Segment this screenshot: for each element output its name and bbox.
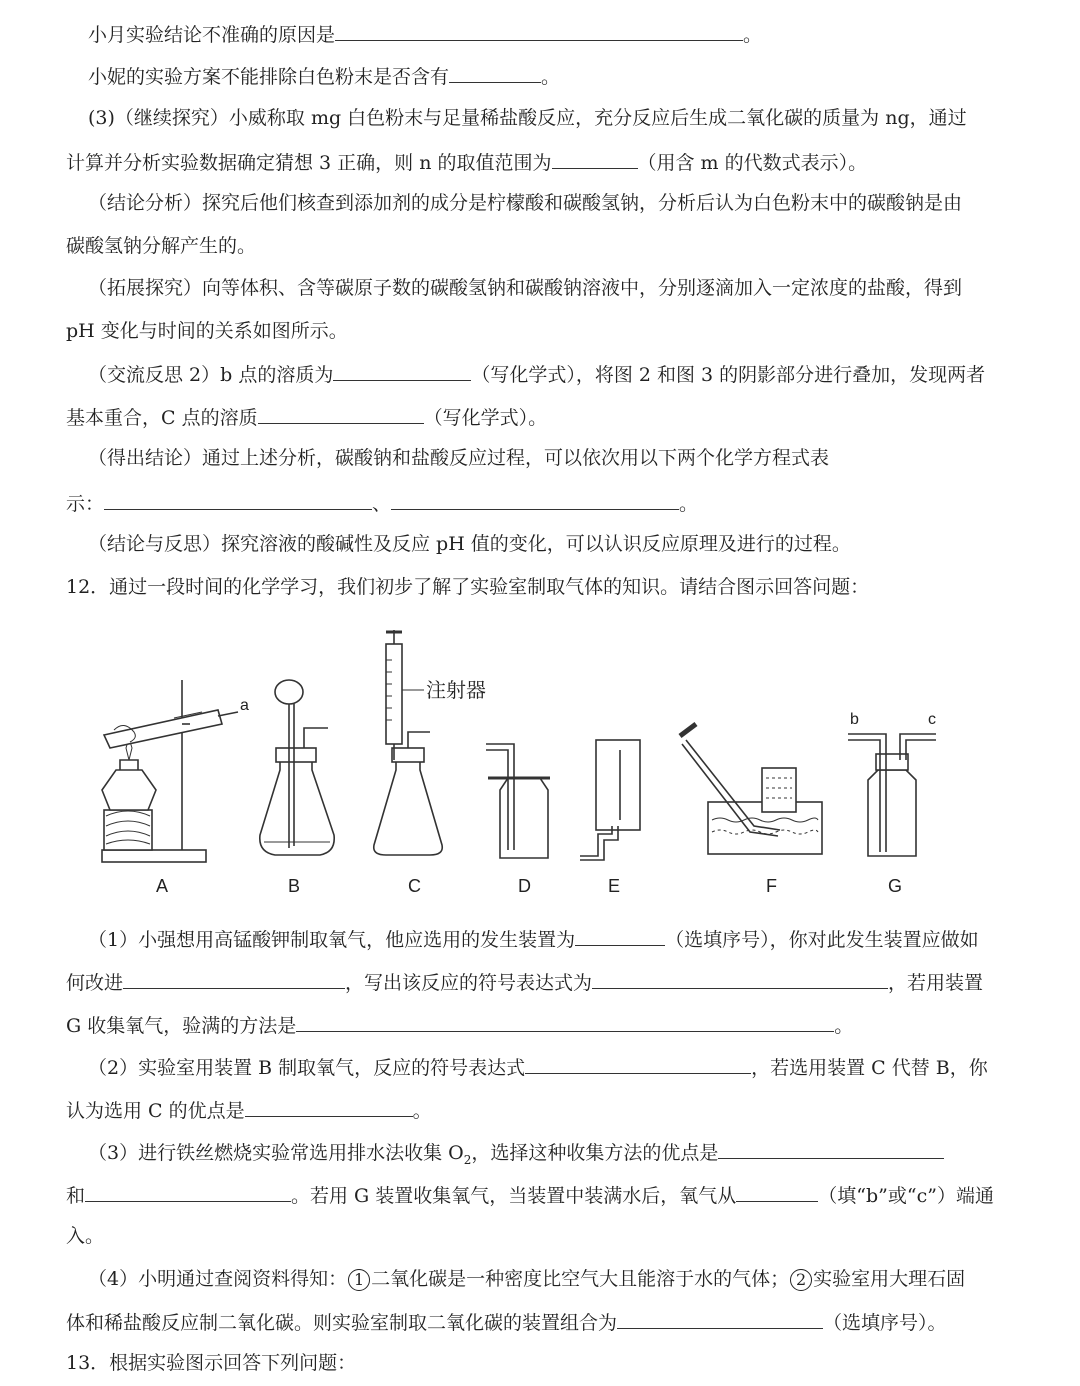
q12-1-line1: （1）小强想用高锰酸钾制取氧气，他应选用的发生装置为 （选填序号），你对此发生装置应做如 xyxy=(88,925,979,953)
label-C: C xyxy=(408,876,421,896)
answer-blank[interactable] xyxy=(552,148,638,169)
apparatus-f xyxy=(680,724,822,896)
apparatus-e xyxy=(580,740,640,896)
answer-blank[interactable] xyxy=(575,925,665,946)
label-B: B xyxy=(288,876,301,896)
answer-blank[interactable] xyxy=(592,968,888,989)
q12-3-line3: 入。 xyxy=(66,1225,105,1247)
answer-blank[interactable] xyxy=(123,968,345,989)
label-G: G xyxy=(888,876,903,896)
paragraph-1: 小月实验结论不准确的原因是 。 xyxy=(88,20,762,48)
label-E: E xyxy=(608,876,621,896)
answer-blank[interactable] xyxy=(736,1181,818,1202)
answer-blank[interactable] xyxy=(525,1053,751,1074)
answer-blank[interactable] xyxy=(718,1138,944,1159)
paragraph-5-line1: （拓展探究）向等体积、含等碳原子数的碳酸氢钠和碳酸钠溶液中，分别逐滴加入一定浓度的盐酸，得到 xyxy=(88,277,963,299)
label-F: F xyxy=(766,876,777,896)
apparatus-b xyxy=(260,680,334,896)
answer-blank[interactable] xyxy=(258,403,424,424)
apparatus-c xyxy=(374,630,486,896)
question-12-title: 12．通过一段时间的化学学习，我们初步了解了实验室制取气体的知识。请结合图示回答问题： xyxy=(66,576,870,598)
label-c-port: c xyxy=(928,711,936,728)
answer-blank[interactable] xyxy=(245,1096,413,1117)
answer-blank[interactable] xyxy=(449,62,541,83)
answer-blank[interactable] xyxy=(333,360,471,381)
label-D: D xyxy=(518,876,531,896)
paragraph-6-line1: （交流反思 2）b 点的溶质为 （写化学式），将图 2 和图 3 的阴影部分进行叠加，发现两者 xyxy=(88,360,985,388)
q12-1-line2: 何改进 ，写出该反应的符号表达式为 ，若用装置 xyxy=(66,968,983,996)
label-b-port: b xyxy=(850,711,859,728)
q12-3-line2: 和 。若用 G 装置收集氧气，当装置中装满水后，氧气从 （填“b”或“c”）端通 xyxy=(66,1181,994,1209)
circled-number-1: 1 xyxy=(348,1269,370,1291)
q12-4-line2: 体和稀盐酸反应制二氧化碳。则实验室制取二氧化碳的装置组合为 （选填序号）。 xyxy=(66,1308,947,1336)
paragraph-4-line1: （结论分析）探究后他们核查到添加剂的成分是柠檬酸和碳酸氢钠，分析后认为白色粉末中的碳酸钠是由 xyxy=(88,192,963,214)
answer-blank[interactable] xyxy=(617,1308,823,1329)
answer-blank[interactable] xyxy=(296,1011,834,1032)
apparatus-figure xyxy=(90,620,970,905)
q12-2-line1: （2）实验室用装置 B 制取氧气，反应的符号表达式 ，若选用装置 C 代替 B，你 xyxy=(88,1053,988,1081)
apparatus-g xyxy=(848,711,936,896)
answer-blank[interactable] xyxy=(85,1181,291,1202)
question-13-title: 13．根据实验图示回答下列问题： xyxy=(66,1352,357,1374)
paragraph-8: （结论与反思）探究溶液的酸碱性及反应 pH 值的变化，可以认识反应原理及进行的过程。 xyxy=(88,533,851,555)
answer-blank[interactable] xyxy=(104,489,372,510)
q12-1-line3: G 收集氧气，验满的方法是 。 xyxy=(66,1011,853,1039)
paragraph-5-line2: pH 变化与时间的关系如图所示。 xyxy=(66,320,348,342)
circled-number-2: 2 xyxy=(790,1269,812,1291)
answer-blank[interactable] xyxy=(335,20,743,41)
q12-4-line1: （4）小明通过查阅资料得知： 1 二氧化碳是一种密度比空气大且能溶于水的气体； 2 实验室用大理石固 xyxy=(88,1268,966,1290)
paragraph-6-line2: 基本重合，C 点的溶质 （写化学式）。 xyxy=(66,403,547,431)
label-a-port: a xyxy=(240,697,249,714)
q12-2-line2: 认为选用 C 的优点是 。 xyxy=(66,1096,432,1124)
paragraph-7-line2: 示： 、 。 xyxy=(66,489,698,517)
q12-3-line1: （3）进行铁丝燃烧实验常选用排水法收集 $O_2$，选择这种收集方法的优点是 xyxy=(88,1138,944,1173)
paragraph-3-line1: (3)（继续探究）小威称取 mg 白色粉末与足量稀盐酸反应，充分反应后生成二氧化碳的质量为 ng，通过 xyxy=(88,107,967,129)
apparatus-d xyxy=(486,744,550,896)
paragraph-2: 小妮的实验方案不能排除白色粉末是否含有 。 xyxy=(88,62,560,90)
paragraph-4-line2: 碳酸氢钠分解产生的。 xyxy=(66,235,257,257)
paragraph-7-line1: （得出结论）通过上述分析，碳酸钠和盐酸反应过程，可以依次用以下两个化学方程式表 xyxy=(88,447,830,469)
label-A: A xyxy=(156,876,169,896)
answer-blank[interactable] xyxy=(391,489,679,510)
paragraph-3-line2: 计算并分析实验数据确定猜想 3 正确，则 n 的取值范围为 （用含 m 的代数式表示）。 xyxy=(66,148,867,176)
apparatus-a xyxy=(102,680,249,896)
syringe-label: 注射器 xyxy=(426,680,486,702)
